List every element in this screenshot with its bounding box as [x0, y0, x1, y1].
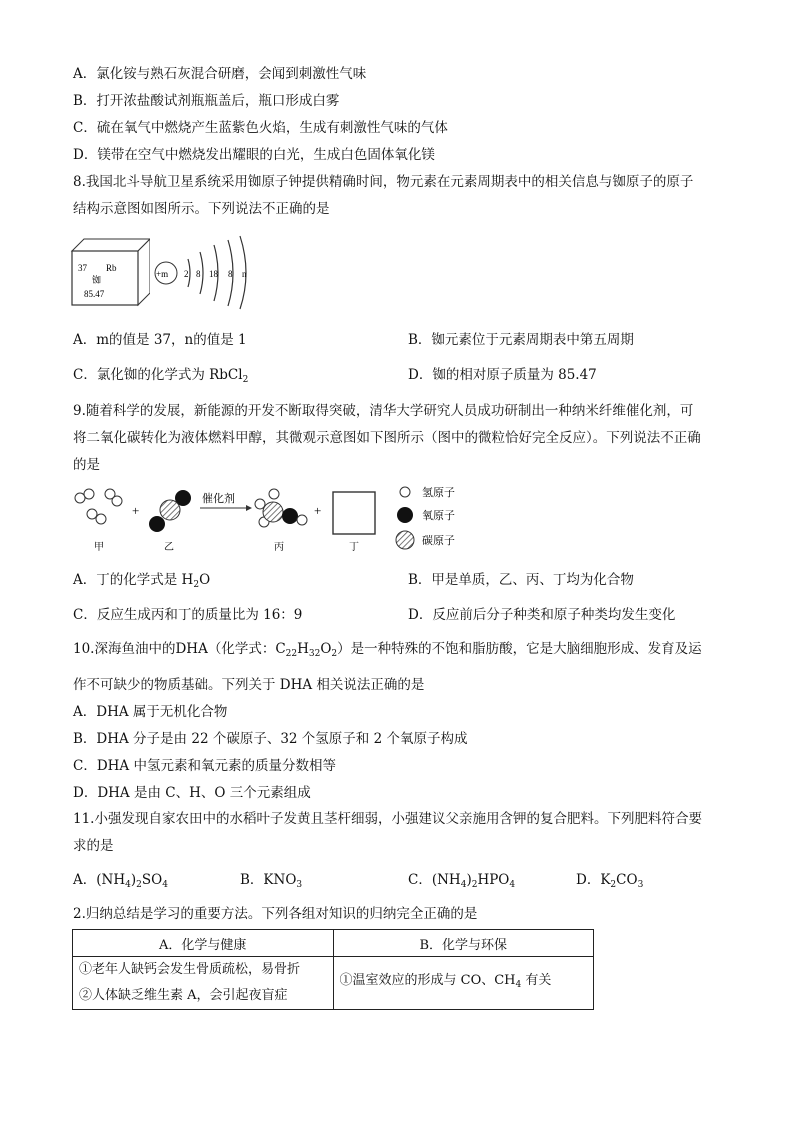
- product-ding-unknown-box: [333, 492, 375, 534]
- nucleus-label: +m: [156, 269, 169, 279]
- q8-stem-line1: 8.我国北斗导航卫星系统采用铷原子钟提供精确时间，物元素在元素周期表中的相关信息与铷原子的原子: [73, 174, 694, 190]
- label-yi: 乙: [164, 542, 174, 553]
- rb-atom-structure-diagram: [152, 235, 267, 310]
- reactant-yi-co2-molecule: [149, 490, 191, 532]
- knowledge-summary-table: [72, 929, 594, 1010]
- reactant-jia-hydrogen-molecules: [75, 489, 122, 524]
- q10-option-d: D．DHA 是由 C、H、O 三个元素组成: [73, 785, 311, 801]
- q7-option-b: B．打开浓盐酸试剂瓶瓶盖后，瓶口形成白雾: [73, 93, 340, 109]
- element-name: 铷: [92, 276, 102, 286]
- q11-option-b: B．$KNO_3$: [240, 872, 303, 890]
- q8-option-d: D．铷的相对原子质量为 85.47: [408, 367, 597, 383]
- product-bing-methanol-molecule: [255, 489, 307, 527]
- q8-option-c: C．氯化铷的化学式为 RbCl$_2$: [73, 367, 249, 385]
- atom-legend: [396, 485, 455, 549]
- label-ding: 丁: [349, 542, 359, 553]
- element-number: 37: [78, 263, 87, 273]
- element-periodic-cell: [70, 237, 150, 307]
- q10-option-a: A．DHA 属于无机化合物: [73, 704, 228, 720]
- shell-3-count: 18: [209, 269, 218, 279]
- legend-carbon: 碳原子: [422, 534, 455, 547]
- q11-option-c: C．$(NH_4)_2HPO_4$: [408, 872, 516, 890]
- label-jia: 甲: [94, 542, 104, 553]
- shell-4-count: 8: [228, 269, 233, 279]
- q9-stem-line3: 的是: [73, 457, 100, 473]
- table-cell-environment: ①温室效应的形成与 CO、$CH_4$ 有关: [333, 957, 594, 1010]
- shell-2-count: 8: [196, 269, 201, 279]
- element-mass: 85.47: [84, 289, 105, 299]
- q7-option-d: D．镁带在空气中燃烧发出耀眼的白光，生成白色固体氧化镁: [73, 147, 435, 163]
- table-header-health: A．化学与健康: [73, 930, 334, 957]
- q10-stem-line1: 10.深海鱼油中的DHA（化学式：$C_{22}H_{32}O_2$）是一种特殊的不饱和脂肪酸，它是大脑细胞形成、发育及运: [73, 641, 702, 659]
- reaction-micro-diagram: [70, 484, 470, 556]
- legend-oxygen: 氧原子: [422, 509, 455, 522]
- q10-stem-line2: 作不可缺少的物质基础。下列关于 DHA 相关说法正确的是: [73, 677, 425, 693]
- plus-sign-1: +: [132, 503, 140, 518]
- q8-stem-line2: 结构示意图如图所示。下列说法不正确的是: [73, 201, 330, 217]
- catalyst-label: 催化剂: [202, 492, 235, 505]
- label-bing: 丙: [274, 542, 284, 553]
- q11-option-d: D．$K_2CO_3$: [576, 872, 644, 890]
- q9-option-a: A．丁的化学式是 $H_2O$: [73, 572, 211, 590]
- legend-hydrogen: 氢原子: [422, 486, 455, 499]
- q10-option-b: B．DHA 分子是由 22 个碳原子、32 个氢原子和 2 个氧原子构成: [73, 731, 468, 747]
- q9-stem-line1: 9.随着科学的发展，新能源的开发不断取得突破，清华大学研究人员成功研制出一种纳米纤维催化剂，可: [73, 403, 694, 419]
- q10-option-c: C．DHA 中氢元素和氧元素的质量分数相等: [73, 758, 336, 774]
- q9-stem-line2: 将二氧化碳转化为液体燃料甲醇，其微观示意图如下图所示（图中的微粒恰好完全反应）。下列说法不正确: [73, 430, 701, 446]
- shell-1-count: 2: [184, 269, 189, 279]
- q7-option-a: A．氯化铵与熟石灰混合研磨，会闻到刺激性气味: [73, 66, 367, 82]
- q11-option-a: A．$(NH_4)_2SO_4$: [73, 872, 168, 890]
- plus-sign-2: +: [314, 503, 322, 518]
- element-symbol: Rb: [106, 263, 117, 273]
- q7-option-c: C．硫在氧气中燃烧产生蓝紫色火焰，生成有刺激性气味的气体: [73, 120, 448, 136]
- q11-stem-line2: 求的是: [73, 838, 114, 854]
- table-header-environment: B．化学与环保: [333, 930, 594, 957]
- q9-option-c: C．反应生成丙和丁的质量比为 16：9: [73, 607, 303, 623]
- table-cell-health: ①老年人缺钙会发生骨质疏松，易骨折 ②人体缺乏维生素 A，会引起夜盲症: [73, 957, 334, 1010]
- q12-stem: 2.归纳总结是学习的重要方法。下列各组对知识的归纳完全正确的是: [73, 906, 478, 922]
- shell-5-count: n: [242, 269, 247, 279]
- q8-option-b: B．铷元素位于元素周期表中第五周期: [408, 332, 634, 348]
- q11-stem-line1: 11.小强发现自家农田中的水稻叶子发黄且茎杆细弱，小强建议父亲施用含钾的复合肥料。下列肥料符合要: [73, 811, 702, 827]
- q8-option-a: A．m的值是 37，n的值是 1: [73, 332, 247, 348]
- q9-option-d: D．反应前后分子种类和原子种类均发生变化: [408, 607, 676, 623]
- q9-option-b: B．甲是单质，乙、丙、丁均为化合物: [408, 572, 634, 588]
